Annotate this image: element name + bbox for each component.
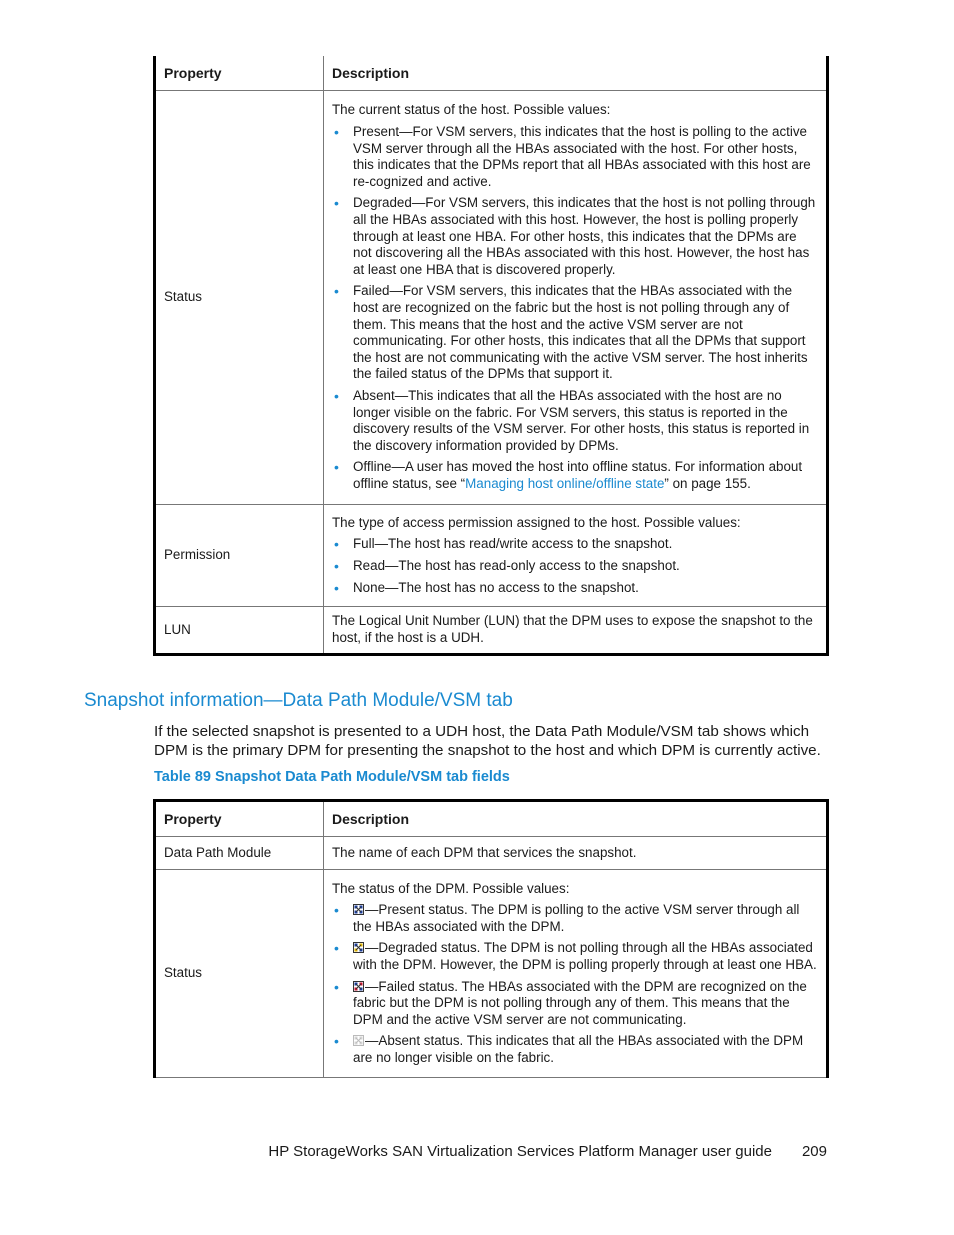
list-item: • Degraded—For VSM servers, this indicates that the host is not polling through all the HBAs associated with this host. However, the host is polling properly through at least one HBA. For other hosts, this indicates that the DPMs are not discovering all the HBAs associated with this host. However, the host has at least one HBA that is discovered properly. xyxy=(332,195,818,278)
property-cell: Status xyxy=(155,870,324,1078)
list-item: • Full—The host has read/write access to the snapshot. xyxy=(332,536,818,553)
list-item: • Read—The host has read-only access to the snapshot. xyxy=(332,558,818,575)
description-intro: The current status of the host. Possible values: xyxy=(332,102,611,118)
list-item xyxy=(332,902,818,935)
column-header-description: Description xyxy=(324,56,828,91)
value-list xyxy=(332,124,818,492)
dpm-vsm-fields-table xyxy=(153,799,829,1078)
table-row xyxy=(155,505,828,607)
list-item xyxy=(332,1033,818,1066)
present-status-icon xyxy=(353,904,364,915)
section-heading: Snapshot information—Data Path Module/VSM tab xyxy=(84,690,513,711)
property-cell: Data Path Module xyxy=(155,837,324,870)
property-cell: Permission xyxy=(155,505,324,607)
description-cell: The name of each DPM that services the snapshot. xyxy=(324,837,828,870)
absent-status-icon xyxy=(353,1035,364,1046)
table-header-row xyxy=(155,56,828,91)
status-description: —Present status. The DPM is polling to the active VSM server through all the HBAs associated with the DPM. xyxy=(353,902,800,934)
list-item xyxy=(332,940,818,973)
table-row xyxy=(155,870,828,1078)
list-item: • None—The host has no access to the snapshot. xyxy=(332,580,818,597)
table-row xyxy=(155,91,828,505)
property-cell: LUN xyxy=(155,607,324,655)
offline-text-before: Offline—A user has moved the host into offline status. For information about offline status, see “ xyxy=(353,459,803,491)
status-description: —Absent status. This indicates that all the HBAs associated with the DPM are no longer visible on the fabric. xyxy=(353,1033,804,1065)
description-cell xyxy=(324,91,828,505)
property-cell: Status xyxy=(155,91,324,505)
list-item: • Failed—For VSM servers, this indicates that the HBAs associated with the host are recognized on the fabric but the host is not polling through any of them. This means that the host and the active VSM server are not communicating. For other hosts, this indicates that all the DPMs that support the host are not communicating with the active VSM server. The host inherits the failed status of the DPMs that support it. xyxy=(332,283,818,383)
column-header-description: Description xyxy=(324,801,828,837)
degraded-status-icon xyxy=(353,942,364,953)
column-header-property: Property xyxy=(155,801,324,837)
description-cell xyxy=(324,870,828,1078)
description-intro: The status of the DPM. Possible values: xyxy=(332,880,570,896)
section-paragraph: If the selected snapshot is presented to a UDH host, the Data Path Module/VSM tab shows which DPM is the primary DPM for presenting the snapshot to the host and which DPM is currently active. xyxy=(154,723,821,759)
description-cell: The Logical Unit Number (LUN) that the DPM uses to expose the snapshot to the host, if the host is a UDH. xyxy=(324,607,828,655)
failed-status-icon xyxy=(353,981,364,992)
list-item xyxy=(332,459,818,492)
value-list xyxy=(332,536,818,596)
page-footer xyxy=(154,1143,827,1160)
description-cell xyxy=(324,505,828,607)
table-header-row xyxy=(155,801,828,837)
guide-title: HP StorageWorks SAN Virtualization Services Platform Manager user guide xyxy=(268,1143,772,1160)
status-description: —Degraded status. The DPM is not polling through all the HBAs associated with the DPM. However, the DPM is polling properly through at least one HBA. xyxy=(353,940,817,972)
value-list xyxy=(332,902,818,1066)
table-row xyxy=(155,607,828,655)
list-item: • Present—For VSM servers, this indicates that the host is polling to the active VSM server through all the HBAs associated with the host. For other hosts, this indicates that the DPMs report that all HBAs associated with this host are re-cognized and active. xyxy=(332,124,818,190)
managing-host-online-offline-link[interactable]: Managing host online/offline state xyxy=(465,475,665,491)
description-intro: The type of access permission assigned to the host. Possible values: xyxy=(332,514,741,530)
table-caption: Table 89 Snapshot Data Path Module/VSM tab fields xyxy=(154,769,510,785)
page-number: 209 xyxy=(801,1143,827,1160)
host-properties-table xyxy=(153,56,829,656)
table-row xyxy=(155,837,828,870)
list-item: • Absent—This indicates that all the HBAs associated with the host are no longer visible on the fabric. For VSM servers, this status is reported in the discovery results of the VSM server. For other hosts, this status is reported in the discovery information provided by DPMs. xyxy=(332,388,818,454)
list-item xyxy=(332,979,818,1029)
status-description: —Failed status. The HBAs associated with the DPM are recognized on the fabric but the DPM is not polling through any of them. This means that the DPM and the active VSM server are not communicating. xyxy=(353,978,807,1027)
offline-text-after: ” on page 155. xyxy=(664,475,751,491)
column-header-property: Property xyxy=(155,56,324,91)
